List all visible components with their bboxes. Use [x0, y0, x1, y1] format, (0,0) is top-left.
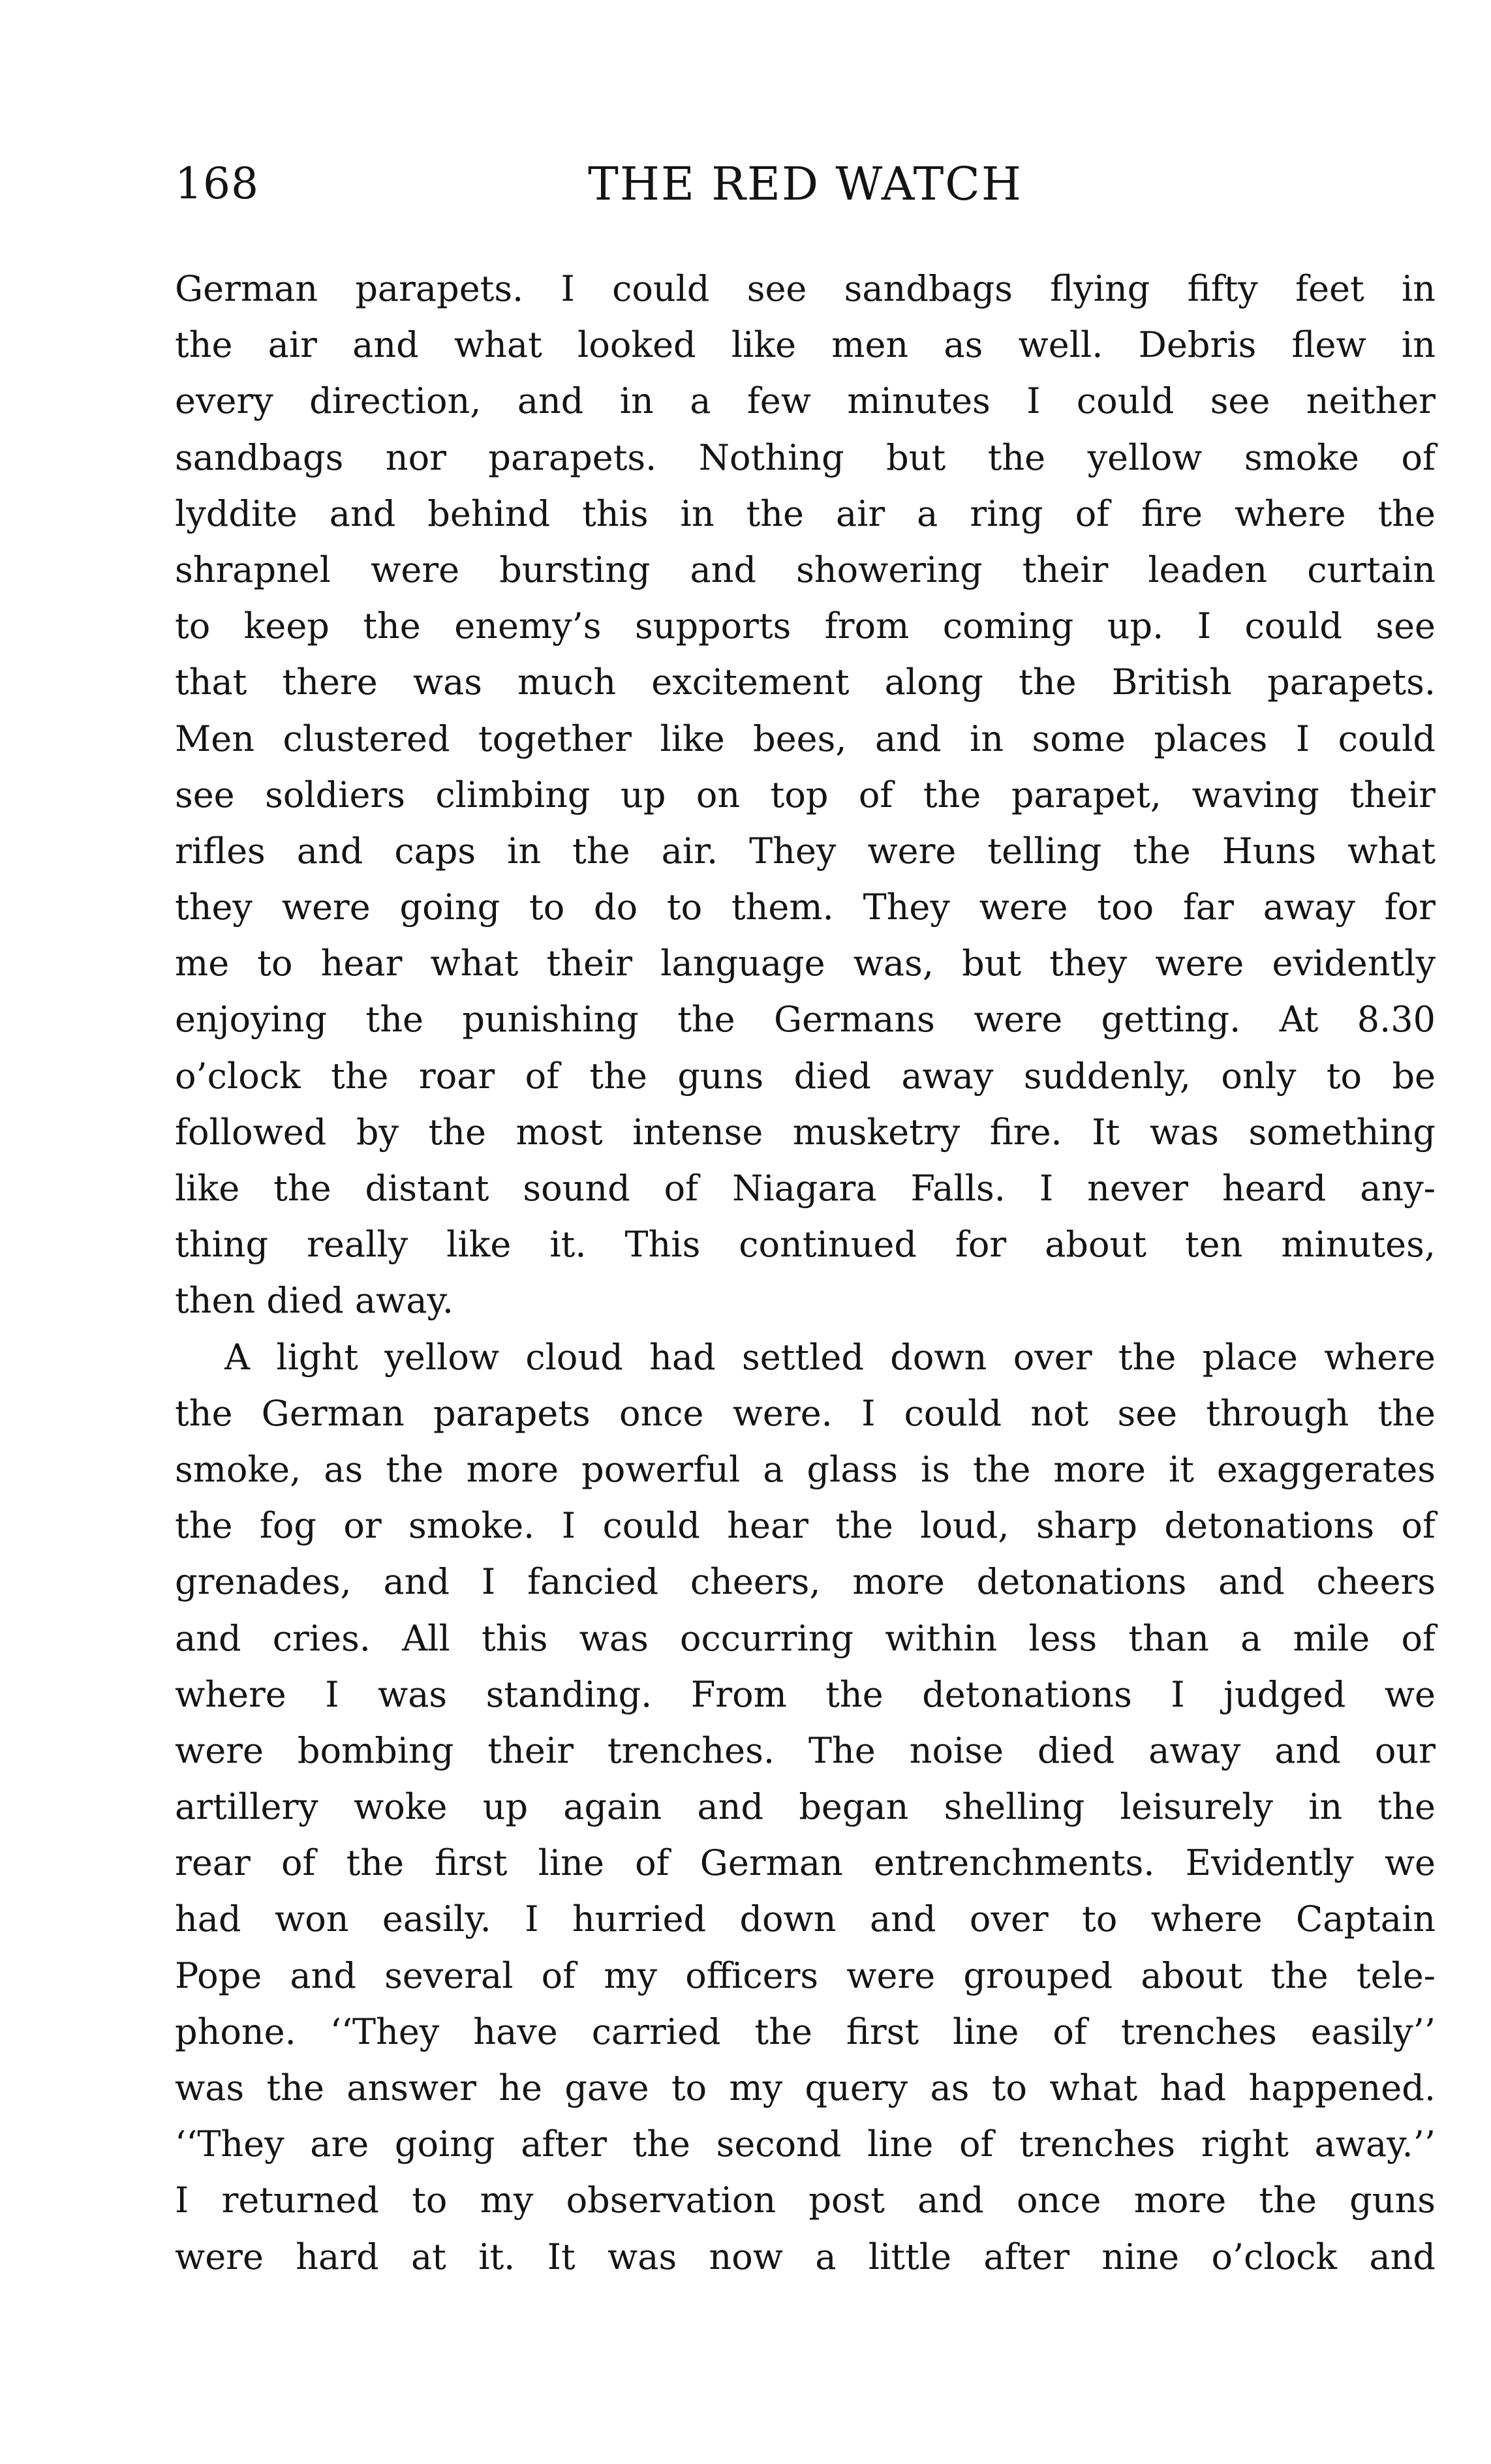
- page-header: [175, 151, 1436, 217]
- text-line: rifles and caps in the air. They were telling the Huns what: [175, 830, 1436, 872]
- text-line: were bombing their trenches. The noise died away and our: [175, 1729, 1436, 1771]
- body-text: [175, 261, 1436, 2285]
- text-line: then died away.: [175, 1280, 454, 1322]
- text-line: lyddite and behind this in the air a ring of fire where the: [175, 493, 1436, 534]
- text-line: ‘‘They are going after the second line of trenches right away.’’: [175, 2123, 1436, 2165]
- text-line: thing really like it. This continued for about ten minutes,: [175, 1224, 1436, 1266]
- text-line: the fog or smoke. I could hear the loud, sharp detonations of: [175, 1505, 1436, 1547]
- text-line: to keep the enemy’s supports from coming up. I could see: [175, 605, 1436, 647]
- text-line: o’clock the roar of the guns died away suddenly, only to be: [175, 1055, 1436, 1097]
- text-line: A light yellow cloud had settled down over the place where: [224, 1336, 1436, 1378]
- paragraph: [175, 261, 1436, 1330]
- text-line: artillery woke up again and began shelling leisurely in the: [175, 1786, 1436, 1828]
- text-line: see soldiers climbing up on top of the parapet, waving their: [175, 774, 1436, 815]
- text-line: were hard at it. It was now a little after nine o’clock and: [175, 2236, 1436, 2277]
- text-line: rear of the first line of German entrenchments. Evidently we: [175, 1842, 1436, 1884]
- text-line: phone. ‘‘They have carried the first line of trenches easily’’: [175, 2011, 1436, 2052]
- text-line: German parapets. I could see sandbags flying fifty feet in: [175, 268, 1436, 309]
- text-line: every direction, and in a few minutes I could see neither: [175, 380, 1436, 422]
- text-line: that there was much excitement along the British parapets.: [175, 662, 1436, 703]
- text-line: like the distant sound of Niagara Falls. I never heard any-: [175, 1168, 1436, 1209]
- text-line: the air and what looked like men as well. Debris flew in: [175, 324, 1436, 366]
- text-line: Pope and several of my officers were grouped about the tele-: [175, 1954, 1436, 1996]
- text-line: they were going to do to them. They were too far away for: [175, 887, 1436, 928]
- running-head: THE RED WATCH: [588, 157, 1022, 211]
- text-line: and cries. All this was occurring within less than a mile of: [175, 1617, 1436, 1659]
- text-line: sandbags nor parapets. Nothing but the yellow smoke of: [175, 436, 1436, 478]
- text-line: I returned to my observation post and once more the guns: [175, 2180, 1436, 2221]
- text-line: where I was standing. From the detonations I judged we: [175, 1673, 1436, 1715]
- text-line: followed by the most intense musketry fire. It was something: [175, 1111, 1436, 1153]
- paragraph: [175, 1330, 1436, 2285]
- text-line: the German parapets once were. I could not see through the: [175, 1392, 1436, 1434]
- text-line: Men clustered together like bees, and in some places I could: [175, 718, 1436, 759]
- text-line: had won easily. I hurried down and over to where Captain: [175, 1898, 1436, 1940]
- page-number: 168: [175, 159, 259, 209]
- text-line: grenades, and I fancied cheers, more detonations and cheers: [175, 1561, 1436, 1603]
- text-line: shrapnel were bursting and showering their leaden curtain: [175, 549, 1436, 590]
- text-line: me to hear what their language was, but they were evidently: [175, 943, 1436, 984]
- text-line: enjoying the punishing the Germans were getting. At 8.30: [175, 999, 1436, 1041]
- text-line: smoke, as the more powerful a glass is the more it exaggerates: [175, 1448, 1436, 1490]
- text-line: was the answer he gave to my query as to what had happened.: [175, 2067, 1436, 2108]
